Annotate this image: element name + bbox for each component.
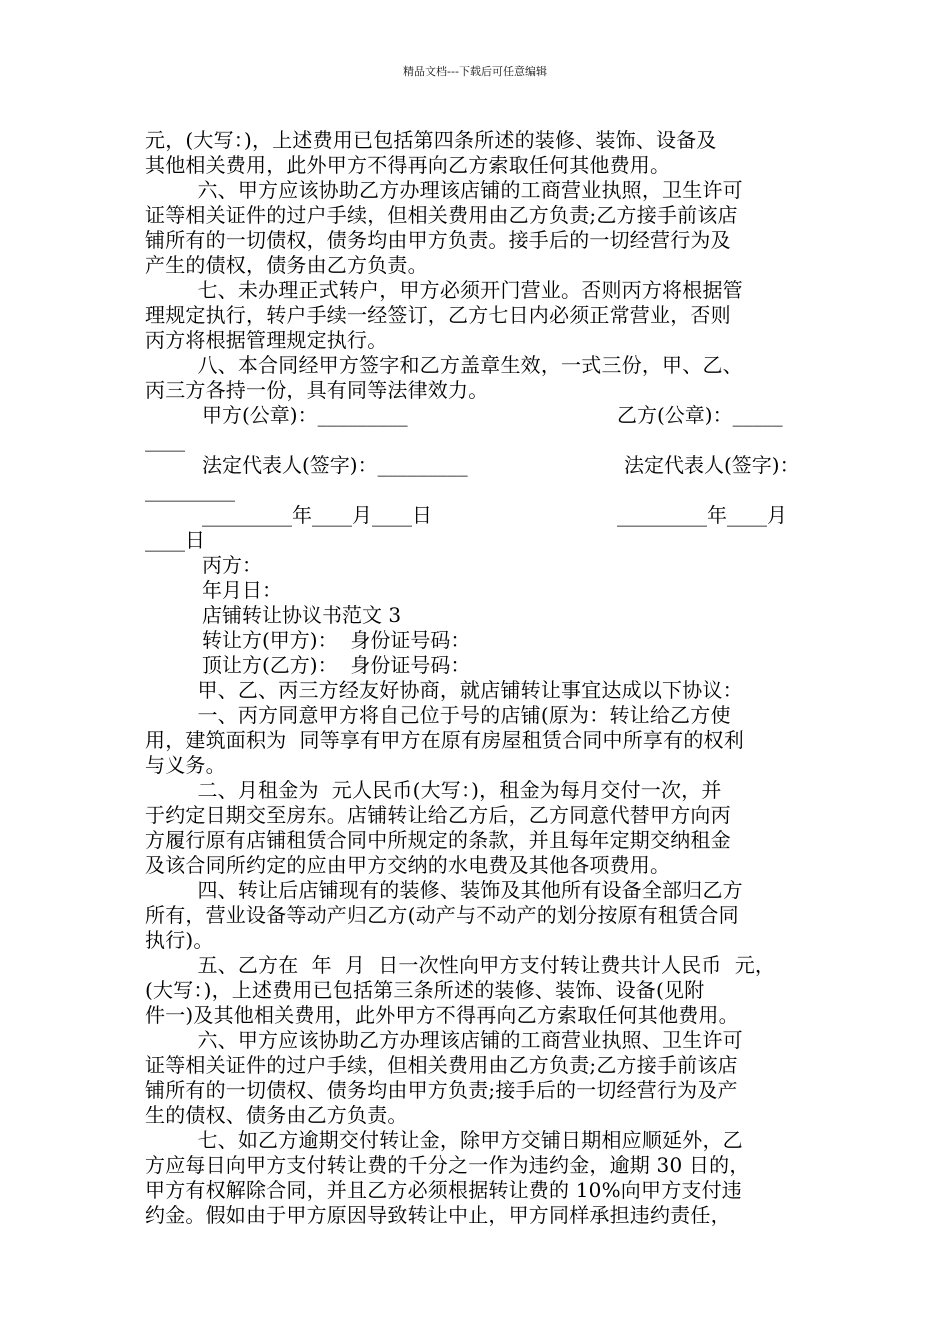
text-line: 元，(大写：)，上述费用已包括第四条所述的装修、装饰、设备及 [145, 128, 717, 152]
transferee-line: 顶让方(乙方)： 身份证号码： [202, 653, 471, 677]
text-line: (大写：)，上述费用已包括第三条所述的装修、装饰、设备(见附 [145, 978, 705, 1002]
text-line: 二、月租金为 元人民币(大写：)，租金为每月交付一次，并 [145, 778, 722, 802]
party-b-representative-continued: _________ [145, 478, 235, 502]
text-line: 七、如乙方逾期交付转让金，除甲方交铺日期相应顺延外，乙 [145, 1128, 743, 1152]
text-line: 八、本合同经甲方签字和乙方盖章生效，一式三份，甲、乙、 [145, 353, 743, 377]
text-line: 甲方有权解除合同，并且乙方必须根据转让费的 10%向甲方支付违 [145, 1178, 743, 1202]
party-a-date: _________年____月____日 [202, 503, 432, 527]
text-line: 四、转让后店铺现有的装修、装饰及其他所有设备全部归乙方 [145, 878, 743, 902]
text-line: 约金。假如由于甲方原因导致转让中止，甲方同样承担违约责任， [145, 1203, 731, 1227]
text-line: 七、未办理正式转户，甲方必须开门营业。否则丙方将根据管 [145, 278, 743, 302]
date-label: 年月日： [202, 578, 282, 602]
text-line: 及该合同所约定的应由甲方交纳的水电费及其他各项费用。 [145, 853, 671, 877]
text-line: 方履行原有店铺租赁合同中所规定的条款，并且每年定期交纳租金 [145, 828, 731, 852]
text-line: 方应每日向甲方支付转让费的千分之一作为违约金，逾期 30 日的， [145, 1153, 750, 1177]
text-line: 五、乙方在 年 月 日一次性向甲方支付转让费共计人民币 元， [145, 953, 776, 977]
text-line: 证等相关证件的过户手续，但相关费用由乙方负责;乙方接手前该店 [145, 203, 738, 227]
text-line: 于约定日期交至房东。店铺转让给乙方后，乙方同意代替甲方向丙 [145, 803, 731, 827]
text-line: 理规定执行，转户手续一经签订，乙方七日内必须正常营业，否则 [145, 303, 731, 327]
text-line: 铺所有的一切债权、债务均由甲方负责;接手后的一切经营行为及产 [145, 1078, 738, 1102]
text-line: 甲、乙、丙三方经友好协商，就店铺转让事宜达成以下协议： [145, 678, 743, 702]
party-b-date-continued: ____日 [145, 528, 205, 552]
page-header: 精品文档---下载后可任意编辑 [403, 65, 547, 78]
party-b-representative: 法定代表人(签字)： [624, 453, 800, 477]
text-line: 件一)及其他相关费用，此外甲方不得再向乙方索取任何其他费用。 [145, 1003, 739, 1027]
text-line: 丙方将根据管理规定执行。 [145, 328, 388, 352]
text-line: 铺所有的一切债权，债务均由甲方负责。接手后的一切经营行为及 [145, 228, 731, 252]
section-title: 店铺转让协议书范文 3 [202, 603, 402, 627]
party-a-seal: 甲方(公章)：_________ [202, 403, 408, 427]
text-line: 执行)。 [145, 928, 214, 952]
text-line: 其他相关费用，此外甲方不得再向乙方索取任何其他费用。 [145, 153, 671, 177]
party-b-seal: 乙方(公章)：_____ [617, 403, 783, 427]
text-line: 产生的债权，债务由乙方负责。 [145, 253, 428, 277]
text-line: 丙三方各持一份，具有同等法律效力。 [145, 378, 489, 402]
party-b-seal-continued: ____ [145, 428, 185, 452]
text-line: 与义务。 [145, 753, 226, 777]
text-line: 所有，营业设备等动产归乙方(动产与不动产的划分按原有租赁合同 [145, 903, 739, 927]
text-line: 六、甲方应该协助乙方办理该店铺的工商营业执照，卫生许可 [145, 178, 743, 202]
text-line: 一、丙方同意甲方将自己位于号的店铺(原为：转让给乙方使 [145, 703, 731, 727]
transferor-line: 转让方(甲方)： 身份证号码： [202, 628, 471, 652]
text-line: 证等相关证件的过户手续，但相关费用由乙方负责;乙方接手前该店 [145, 1053, 738, 1077]
party-a-representative: 法定代表人(签字)：_________ [202, 453, 468, 477]
party-b-date: _________年____月 [617, 503, 787, 527]
party-c-label: 丙方： [202, 553, 262, 577]
text-line: 六、甲方应该协助乙方办理该店铺的工商营业执照、卫生许可 [145, 1028, 743, 1052]
text-line: 生的债权、债务由乙方负责。 [145, 1103, 408, 1127]
text-line: 用，建筑面积为 同等享有甲方在原有房屋租赁合同中所享有的权利 [145, 728, 744, 752]
